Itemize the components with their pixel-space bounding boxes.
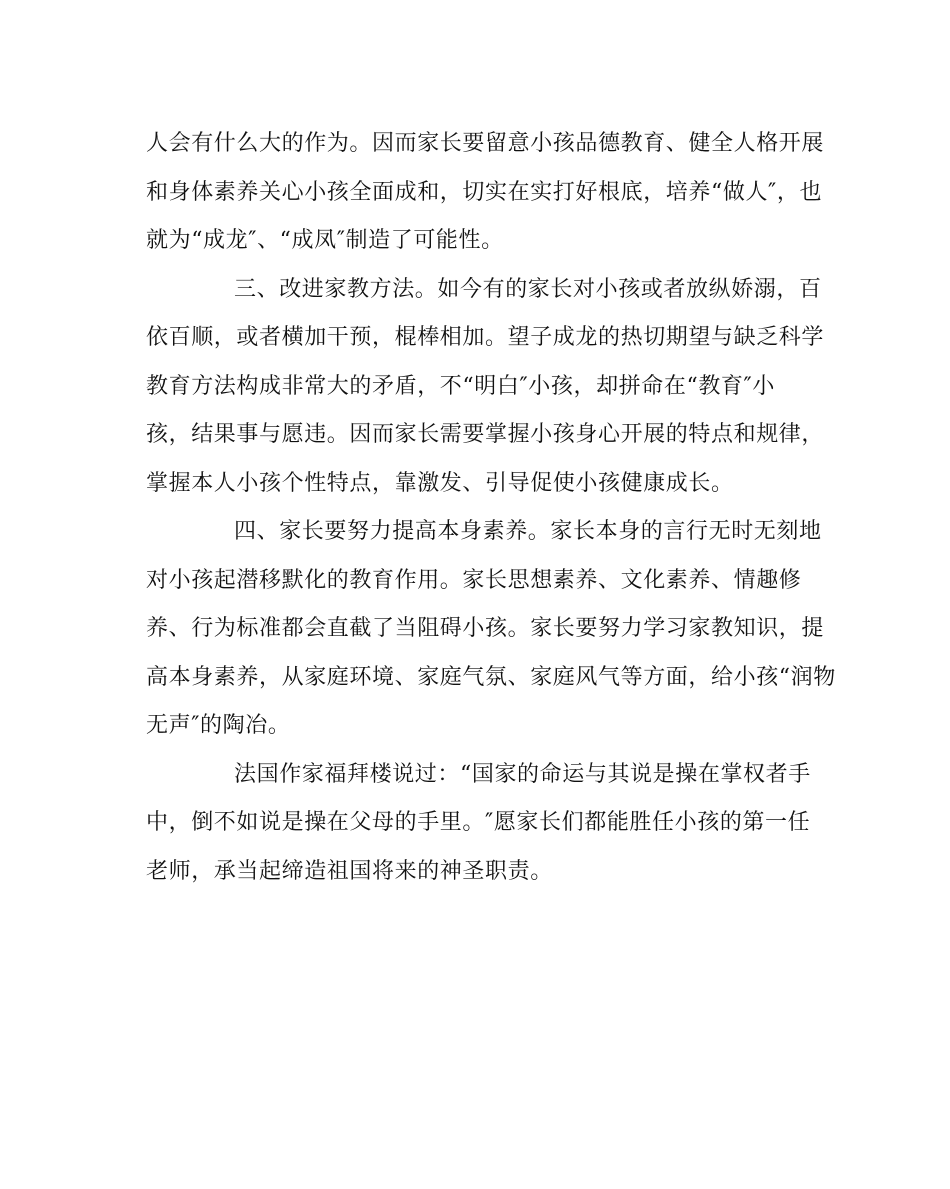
paragraph-line: 教育方法构成非常大的矛盾，不“明白″小孩，却拼命在“教育″小 xyxy=(146,373,775,399)
paragraph-line: 和身体素养关心小孩全面成和，切实在实打好根底，培养“做人″，也 xyxy=(146,179,823,205)
paragraph-line: 四、家长要努力提高本身素养。家长本身的言行无时无刻地 xyxy=(234,519,822,544)
paragraph-line: 法国作家福拜楼说过：“国家的命运与其说是操在掌权者手 xyxy=(234,761,811,787)
paragraph-line: 中，倒不如说是操在父母的手里。″愿家长们都能胜任小孩的第一任 xyxy=(146,810,811,835)
paragraph-line: 依百顺，或者横加干预，棍棒相加。望子成龙的热切期望与缺乏科学 xyxy=(146,325,825,350)
paragraph-line: 养、行为标准都会直截了当阻碍小孩。家长要努力学习家教知识，提 xyxy=(146,616,825,641)
paragraph-line: 就为“成龙″、“成凤″制造了可能性。 xyxy=(146,228,504,253)
paragraph-line: 人会有什么大的作为。因而家长要留意小孩品德教育、健全人格开展 xyxy=(146,131,825,156)
paragraph-line: 掌握本人小孩个性特点，靠激发、引导促使小孩健康成长。 xyxy=(146,470,734,496)
paragraph-line: 老师，承当起缔造祖国将来的神圣职责。 xyxy=(146,858,553,884)
paragraph-line: 孩，结果事与愿违。因而家长需要掌握小孩身心开展的特点和规律， xyxy=(146,422,825,447)
paragraph-line: 三、改进家教方法。如今有的家长对小孩或者放纵娇溺，百 xyxy=(234,276,822,302)
document-body xyxy=(146,120,836,896)
paragraph-line: 对小孩起潜移默化的教育作用。家长思想素养、文化素养、情趣修 xyxy=(146,567,802,593)
paragraph-line: 高本身素养，从家庭环境、家庭气氛、家庭风气等方面，给小孩“润物 xyxy=(146,664,836,690)
paragraph-line: 无声″的陶冶。 xyxy=(146,713,291,738)
